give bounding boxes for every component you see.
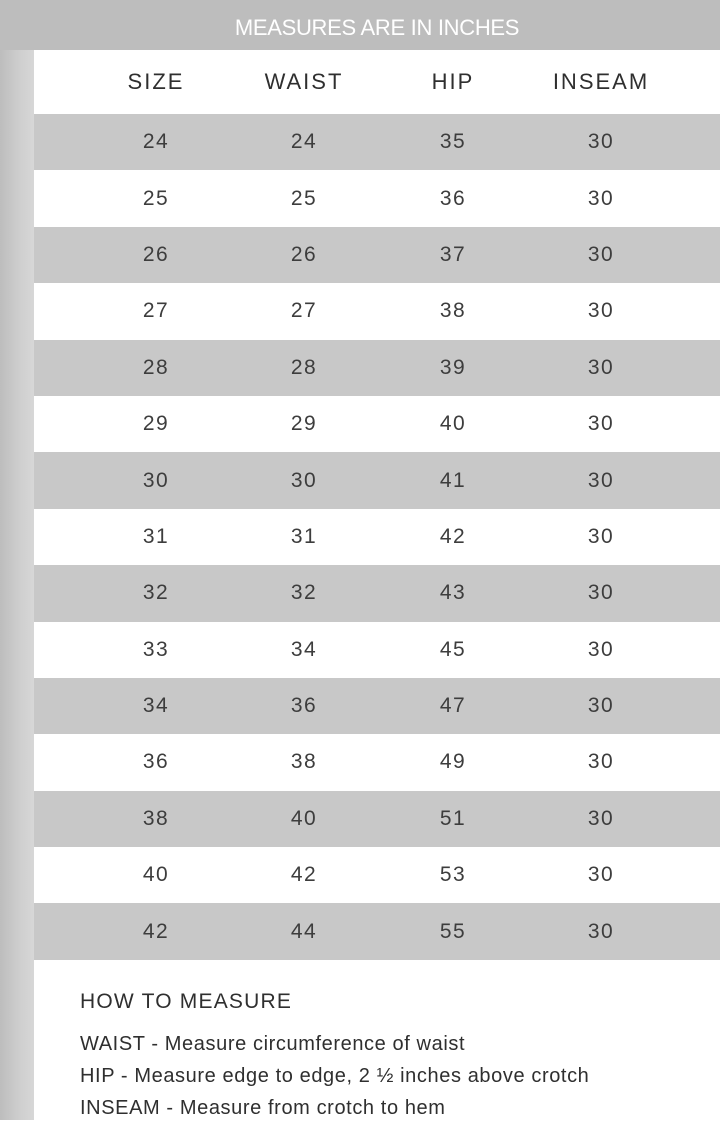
- hip-cell: 42: [439, 524, 467, 548]
- left-side-bar: [0, 0, 34, 1120]
- size-cell: 33: [142, 637, 170, 661]
- inseam-cell: 30: [587, 412, 615, 436]
- waist-instruction: WAIST - Measure circumference of waist: [80, 1033, 466, 1055]
- table-row: [34, 283, 720, 339]
- waist-cell: 25: [290, 186, 318, 210]
- hip-cell: 55: [439, 919, 467, 943]
- inseam-cell: 30: [587, 524, 615, 548]
- waist-cell: 44: [290, 919, 318, 943]
- inseam-cell: 30: [587, 806, 615, 830]
- table-row: [34, 509, 720, 565]
- hip-cell: 40: [439, 412, 467, 436]
- table-row: [34, 847, 720, 903]
- waist-cell: 24: [290, 130, 318, 154]
- table-row: [34, 340, 720, 396]
- size-cell: 28: [142, 355, 170, 379]
- hip-cell: 47: [439, 694, 467, 718]
- hip-cell: 41: [439, 468, 467, 492]
- table-row: [34, 622, 720, 678]
- inseam-cell: 30: [587, 750, 615, 774]
- size-cell: 34: [142, 694, 170, 718]
- size-cell: 36: [142, 750, 170, 774]
- hip-cell: 51: [439, 806, 467, 830]
- table-body: [34, 114, 720, 960]
- size-cell: 26: [142, 242, 170, 266]
- size-cell: 38: [142, 806, 170, 830]
- size-cell: 30: [142, 468, 170, 492]
- waist-cell: 27: [290, 299, 318, 323]
- inseam-cell: 30: [587, 637, 615, 661]
- size-cell: 29: [142, 412, 170, 436]
- size-chart-table: [34, 50, 720, 960]
- waist-cell: 42: [290, 863, 318, 887]
- waist-cell: 28: [290, 355, 318, 379]
- size-cell: 27: [142, 299, 170, 323]
- table-row: [34, 903, 720, 959]
- hip-cell: 53: [439, 863, 467, 887]
- table-header-row: [34, 50, 720, 114]
- size-cell: 40: [142, 863, 170, 887]
- header-inseam: INSEAM: [552, 69, 650, 94]
- table-row: [34, 791, 720, 847]
- inseam-cell: 30: [587, 242, 615, 266]
- waist-cell: 40: [290, 806, 318, 830]
- size-cell: 25: [142, 186, 170, 210]
- size-cell: 31: [142, 524, 170, 548]
- size-cell: 32: [142, 581, 170, 605]
- waist-cell: 32: [290, 581, 318, 605]
- hip-cell: 38: [439, 299, 467, 323]
- hip-cell: 35: [439, 130, 467, 154]
- table-row: [34, 452, 720, 508]
- table-row: [34, 734, 720, 790]
- hip-cell: 43: [439, 581, 467, 605]
- inseam-cell: 30: [587, 694, 615, 718]
- hip-cell: 37: [439, 242, 467, 266]
- inseam-cell: 30: [587, 355, 615, 379]
- table-row: [34, 396, 720, 452]
- size-cell: 24: [142, 130, 170, 154]
- header-size: SIZE: [127, 69, 185, 94]
- waist-cell: 26: [290, 242, 318, 266]
- inseam-cell: 30: [587, 863, 615, 887]
- inseam-cell: 30: [587, 919, 615, 943]
- inseam-cell: 30: [587, 581, 615, 605]
- inseam-cell: 30: [587, 468, 615, 492]
- table-row: [34, 678, 720, 734]
- inseam-cell: 30: [587, 130, 615, 154]
- top-banner: [0, 0, 720, 50]
- hip-cell: 39: [439, 355, 467, 379]
- waist-cell: 30: [290, 468, 318, 492]
- table-row: [34, 114, 720, 170]
- hip-cell: 49: [439, 750, 467, 774]
- waist-cell: 29: [290, 412, 318, 436]
- waist-cell: 38: [290, 750, 318, 774]
- inseam-cell: 30: [587, 186, 615, 210]
- waist-cell: 34: [290, 637, 318, 661]
- table-row: [34, 227, 720, 283]
- inseam-cell: 30: [587, 299, 615, 323]
- banner-title: MEASURES ARE IN INCHES: [234, 15, 520, 40]
- header-waist: WAIST: [264, 69, 344, 94]
- table-row: [34, 170, 720, 226]
- table-row: [34, 565, 720, 621]
- how-to-measure-title: HOW TO MEASURE: [80, 990, 293, 1013]
- waist-cell: 36: [290, 694, 318, 718]
- size-cell: 42: [142, 919, 170, 943]
- inseam-instruction: INSEAM - Measure from crotch to hem: [80, 1097, 446, 1119]
- hip-cell: 45: [439, 637, 467, 661]
- header-hip: HIP: [431, 69, 475, 94]
- hip-instruction: HIP - Measure edge to edge, 2 ½ inches above crotch: [80, 1065, 590, 1087]
- waist-cell: 31: [290, 524, 318, 548]
- hip-cell: 36: [439, 186, 467, 210]
- how-to-measure-section: [80, 990, 720, 1124]
